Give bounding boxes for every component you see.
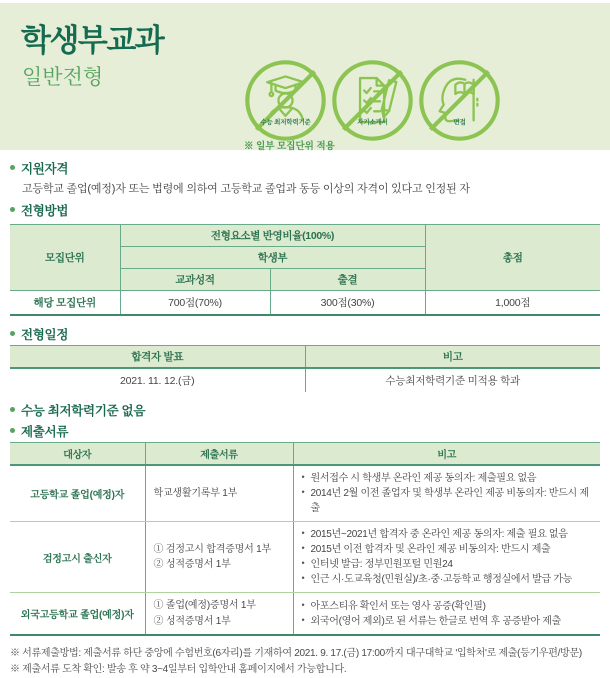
list-item: ② 성적증명서 1부 <box>153 559 231 570</box>
col-header-subject-grade: 교과성적 <box>120 269 270 291</box>
list-item: • 외국어(영어 제외)로 된 서류는 한글로 번역 후 공증받아 제출 <box>302 614 593 629</box>
section-heading-eligibility <box>10 160 600 175</box>
cell-target: 고등학교 졸업(예정)자 <box>10 465 145 522</box>
badge-label: 면접 <box>453 119 466 126</box>
bullet-icon <box>10 331 15 336</box>
col-header-ratio: 전형요소별 반영비율(100%) <box>120 225 425 247</box>
col-header-attendance: 출결 <box>270 269 425 291</box>
bullet-icon <box>10 165 15 170</box>
cell-documents <box>145 465 293 522</box>
schedule-table <box>10 345 600 392</box>
col-header-record: 학생부 <box>120 247 425 269</box>
badges-note: ※ 일부 모집단위 적용 <box>244 141 335 152</box>
section-title: 지원자격 <box>21 161 69 176</box>
section-heading-minimum <box>10 402 600 417</box>
col-header-total: 총점 <box>425 225 600 291</box>
cell-documents <box>145 522 293 593</box>
bullet-icon <box>10 428 15 433</box>
cell-attendance-score: 300점(30%) <box>270 291 425 316</box>
cell-unit: 해당 모집단위 <box>10 291 120 316</box>
section-title: 전형일정 <box>21 327 69 342</box>
cell-remarks <box>293 522 600 593</box>
list-item: • 아포스티유 확인서 또는 영사 공증(확인필) <box>302 599 593 614</box>
list-item: • 2015년~2021년 합격자 중 온라인 제공 동의자: 제출 필요 없음 <box>302 527 593 542</box>
bullet-icon <box>10 407 15 412</box>
eligibility-text: 고등학교 졸업(예정)자 또는 법령에 의하여 고등학교 졸업과 동등 이상의 자격이 있다고 인정된 자 <box>22 183 470 195</box>
remarks-list <box>302 471 593 516</box>
cell-documents <box>145 593 293 636</box>
table-row-highschool-grad <box>10 465 600 522</box>
col-header-announcement: 합격자 발표 <box>10 346 305 369</box>
section-heading-documents <box>10 423 600 438</box>
footnote-submission-method: ※ 서류제출방법: 제출서류 하단 중앙에 수험번호(6자리)를 기재하여 2021. 9. 17.(금) 17:00까지 대구대학교 '입학처'로 제출(등기우편/방문) <box>10 648 582 659</box>
col-header-documents: 제출서류 <box>145 443 293 466</box>
no-csat-minimum-icon <box>244 59 327 142</box>
cell-target: 검정고시 출신자 <box>10 522 145 593</box>
section-title: 전형방법 <box>21 203 69 218</box>
documents-list <box>154 598 285 629</box>
list-item: ① 검정고시 합격증명서 1부 <box>153 543 271 555</box>
no-self-introduction-icon <box>331 59 414 142</box>
list-item: ① 졸업(예정)증명서 1부 <box>153 600 256 611</box>
section-title: 제출서류 <box>21 424 69 439</box>
no-interview-icon <box>418 59 501 142</box>
col-header-target: 대상자 <box>10 443 145 466</box>
cell-announcement-date: 2021. 11. 12.(금) <box>10 368 305 392</box>
hero-banner <box>0 3 610 150</box>
badge-label: 자기소개서 <box>357 119 388 126</box>
col-header-remark: 비고 <box>293 443 600 466</box>
badge-label: 수능 최저학력기준 <box>260 119 311 126</box>
table-row <box>10 291 600 316</box>
table-row <box>10 368 600 392</box>
cell-total-score: 1,000점 <box>425 291 600 316</box>
footnotes <box>10 646 600 678</box>
table-row-foreign-highschool <box>10 593 600 636</box>
badge-no-csat-minimum <box>244 59 327 142</box>
prohibition-badges <box>244 59 501 142</box>
table-row-ged <box>10 522 600 593</box>
documents-table <box>10 442 600 636</box>
cell-remark: 수능최저학력기준 미적용 학과 <box>305 368 600 392</box>
cell-remarks <box>293 593 600 636</box>
cell-subject-score: 700점(70%) <box>120 291 270 316</box>
badge-no-self-introduction <box>331 59 414 142</box>
page-subtitle: 일반전형 <box>22 66 104 89</box>
list-item: • 인터넷 발급: 정부민원포털 민원24 <box>302 557 593 572</box>
list-item: • 원서접수 시 학생부 온라인 제공 동의자: 제출필요 없음 <box>302 471 593 486</box>
badge-no-interview <box>418 59 501 142</box>
remarks-list <box>302 527 593 587</box>
documents-list <box>154 486 285 502</box>
section-heading-schedule <box>10 326 600 341</box>
list-item: • 2014년 2월 이전 졸업자 및 학생부 온라인 제공 비동의자: 반드시 제출 <box>302 486 593 516</box>
list-item: • 2015년 이전 합격자 및 온라인 제공 비동의자: 반드시 제출 <box>302 542 593 557</box>
bullet-icon <box>10 207 15 212</box>
list-item: ② 성적증명서 1부 <box>153 615 231 627</box>
footnote-arrival-check: ※ 제출서류 도착 확인: 발송 후 약 3~4일부터 입학안내 홈페이지에서 가능합니다. <box>10 664 347 675</box>
main-content <box>0 160 610 678</box>
section-heading-method <box>10 202 600 217</box>
page-title: 학생부교과 <box>21 23 164 58</box>
col-header-unit: 모집단위 <box>10 225 120 291</box>
list-item: 학교생활기록부 1부 <box>153 487 238 499</box>
documents-list <box>154 542 285 573</box>
col-header-remark: 비고 <box>305 346 600 369</box>
section-title: 수능 최저학력기준 없음 <box>21 403 146 418</box>
remarks-list <box>302 599 593 629</box>
list-item: • 인근 시·도교육청(민원실)/초·중·고등학교 행정실에서 발급 가능 <box>302 572 593 587</box>
cell-target: 외국고등학교 졸업(예정)자 <box>10 593 145 636</box>
admission-method-table <box>10 224 600 316</box>
cell-remarks <box>293 465 600 522</box>
